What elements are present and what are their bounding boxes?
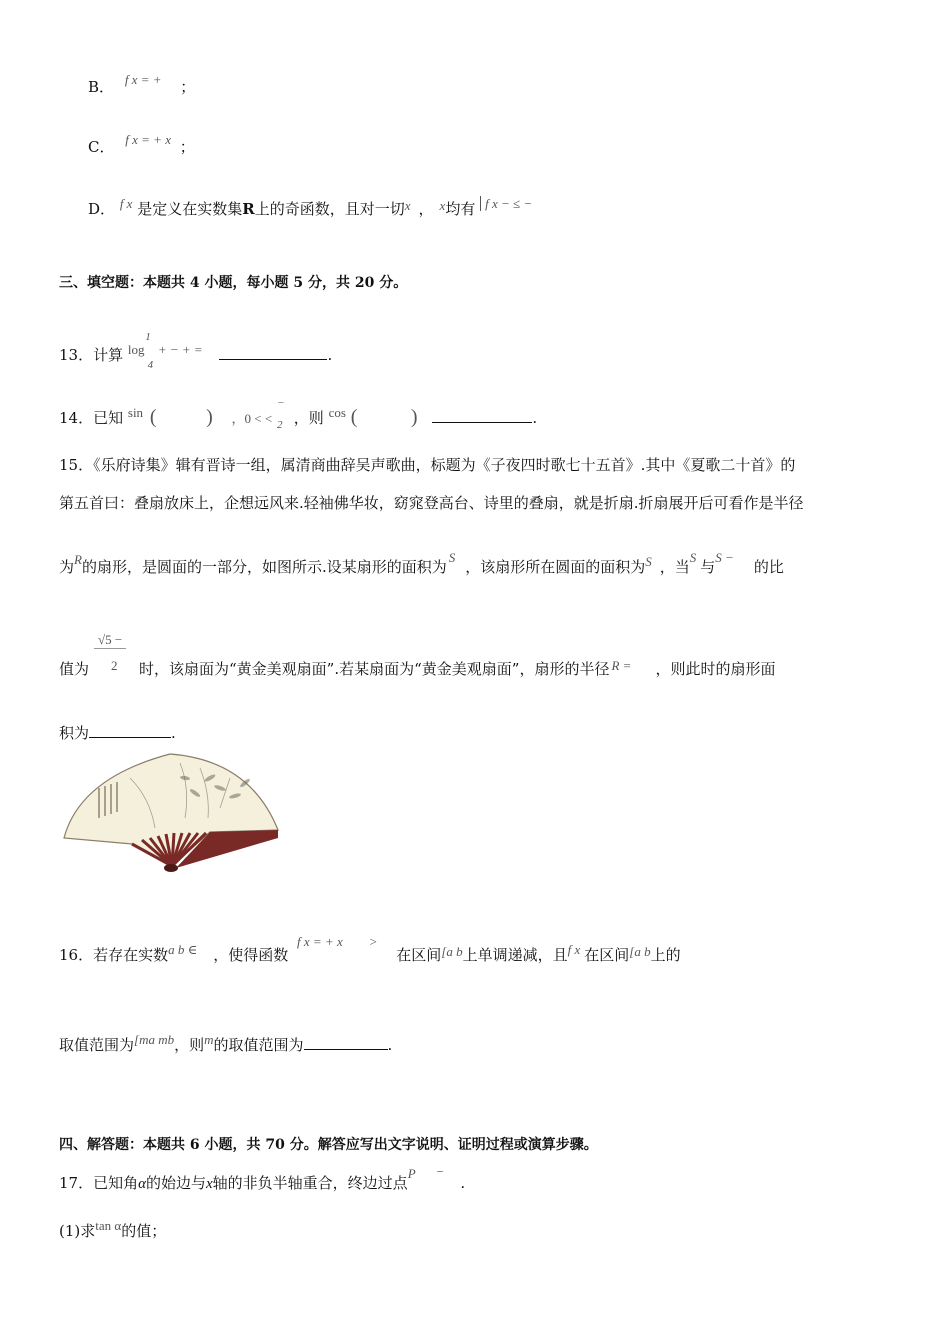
q17-end: . xyxy=(460,1174,466,1192)
q17-tan: tan α xyxy=(95,1218,122,1233)
q17-part-1 xyxy=(59,1220,166,1241)
q16-range: [ma mb xyxy=(134,1032,175,1047)
q16-text6: 上的 xyxy=(650,946,681,964)
q14-number: 14． xyxy=(59,409,94,427)
q15-l3-S1: S xyxy=(448,550,456,565)
section-3-title: 三、填空题：本题共 4 小题，每小题 5 分，共 20 分。 xyxy=(59,275,408,291)
q13-number: 13． xyxy=(59,346,94,364)
section-4-title: 四、解答题：本题共 6 小题，共 70 分。解答应写出文字说明、证明过程或演算步骤。 xyxy=(59,1137,598,1153)
q17-part1-a: (1)求 xyxy=(59,1222,96,1240)
question-17: 17．已知角α的始边与x轴的非负半轴重合，终边过点P −. xyxy=(59,1164,466,1192)
q15-l3-c: ，该扇形所在圆面的面积为 xyxy=(465,558,646,576)
q16-ab: a b ∈ xyxy=(168,942,198,957)
q14-text2: ，则 xyxy=(293,409,324,427)
q15-line-4 xyxy=(59,658,775,679)
q16-answer-blank[interactable] xyxy=(304,1035,388,1050)
folding-fan-image xyxy=(60,748,285,878)
q15-l3-b: 的扇形，是圆面的一部分，如图所示.设某扇形的面积为 xyxy=(81,558,447,576)
q15-l3-e: 与 xyxy=(700,558,716,576)
q15-l3-R: R xyxy=(74,552,82,567)
question-14: 14．已知 sin ( ) ，0 < < − 2 ，则 cos ( ) . xyxy=(59,397,538,431)
q15-answer-blank[interactable] xyxy=(89,723,171,738)
option-d xyxy=(88,198,532,219)
q16-end: . xyxy=(387,1036,393,1054)
q16-text2: ，使得函数 xyxy=(213,946,289,964)
q13-math: + − + = xyxy=(157,342,203,357)
option-d-x2: x xyxy=(439,198,446,213)
q16-gt: > xyxy=(368,934,378,949)
q16-l2-a: 取值范围为 xyxy=(59,1036,135,1054)
q16-number: 16． xyxy=(59,946,94,964)
q16-l2-c: 的取值范围为 xyxy=(213,1036,304,1054)
q16-text3: 在区间 xyxy=(396,946,442,964)
q17-P: P xyxy=(407,1166,416,1181)
q15-l4-b: 时，该扇面为“黄金美观扇面”.若某扇面为“黄金美观扇面”，扇形的半径 xyxy=(139,660,610,678)
question-16 xyxy=(59,934,681,965)
q17-text3: 轴的非负半轴重合，终边过点 xyxy=(212,1174,408,1192)
q14-frac-top: − xyxy=(276,397,285,409)
q15-end: . xyxy=(171,724,176,742)
q14-mid: ，0 < < xyxy=(231,411,273,426)
option-b-label: B． xyxy=(88,78,115,96)
option-d-math2: f x − ≤ − xyxy=(480,196,532,211)
option-d-math1: f x xyxy=(119,196,133,211)
option-d-comma: ， xyxy=(418,200,434,218)
q15-line-5 xyxy=(59,722,176,743)
q15-l3-a: 为 xyxy=(59,558,75,576)
q17-alpha: α xyxy=(138,1176,146,1192)
q16-text4: 上单调递减，且 xyxy=(462,946,568,964)
q15-l4-R: R = xyxy=(611,658,632,673)
q15-sqrt: √5 − xyxy=(94,632,126,649)
question-13 xyxy=(59,331,333,371)
option-c-math: f x = + x xyxy=(125,132,171,147)
q15-line-3 xyxy=(59,550,784,577)
q13-frac-den: 4 xyxy=(147,359,154,371)
q15-line-1: 15．《乐府诗集》辑有晋诗一组，属清商曲辞吴声歌曲，标题为《子夜四时歌七十五首》.其中《夏歌二十首》的 xyxy=(59,456,796,474)
q15-l3-S4: S − xyxy=(715,550,734,565)
q16-l2-b: ，则 xyxy=(174,1036,205,1054)
q14-answer-blank[interactable] xyxy=(432,408,532,423)
option-d-text2: 上的奇函数，且对一切 xyxy=(254,200,405,218)
q17-text1: 已知角 xyxy=(93,1174,139,1192)
q15-l4-c: ，则此时的扇形面 xyxy=(655,660,776,678)
q17-part1-b: 的值； xyxy=(121,1222,167,1240)
option-d-x1: x xyxy=(404,198,411,213)
q15-l3-f: 的比 xyxy=(753,558,784,576)
q13-log: log xyxy=(127,342,145,357)
q13-end: . xyxy=(327,346,333,364)
q13-frac-num: 1 xyxy=(145,331,151,343)
q14-sin: sin xyxy=(127,405,144,420)
q15-two: 2 xyxy=(111,658,118,673)
q16-func: f x = + x xyxy=(297,934,343,949)
option-b-math: f x = + xyxy=(124,72,162,87)
q16-interval-2: [a b xyxy=(629,944,651,959)
option-b-end: ； xyxy=(180,78,196,96)
q14-frac-bot: 2 xyxy=(276,419,283,431)
option-d-text1: 是定义在实数集 xyxy=(137,200,243,218)
q15-l5: 积为 xyxy=(59,724,90,742)
option-d-label: D． xyxy=(88,200,116,218)
q17-text2: 的始边与 xyxy=(145,1174,206,1192)
option-d-text3: 均有 xyxy=(445,200,476,218)
q16-m: m xyxy=(204,1032,214,1047)
q16-text5: 在区间 xyxy=(584,946,630,964)
q14-end: . xyxy=(532,409,538,427)
q15-line-2: 第五首曰：叠扇放床上，企想远风来.轻袖佛华妆，窈窕登高台、诗里的叠扇，就是折扇.折扇展开后可看作是半径 xyxy=(59,494,804,512)
q14-cos: cos xyxy=(328,405,346,420)
option-c xyxy=(88,132,195,157)
q14-text1: 已知 xyxy=(93,409,124,427)
q16-text1: 若存在实数 xyxy=(93,946,169,964)
q17-x: x xyxy=(206,1176,213,1192)
q15-l3-S2: S xyxy=(645,554,652,569)
option-d-R: R xyxy=(242,200,255,218)
q16-interval-1: [a b xyxy=(441,944,463,959)
q13-text: 计算 xyxy=(93,346,124,364)
option-c-label: C． xyxy=(88,138,115,156)
option-c-end: ； xyxy=(179,138,195,156)
q15-l3-d: ，当 xyxy=(659,558,690,576)
option-b xyxy=(88,72,196,97)
q16-fx: f x xyxy=(567,942,581,957)
q16-line-2 xyxy=(59,1034,392,1055)
q15-l4-a: 值为 xyxy=(59,660,90,678)
q13-answer-blank[interactable] xyxy=(219,345,327,360)
q15-l3-S3: S xyxy=(689,550,697,565)
q17-number: 17． xyxy=(59,1174,94,1192)
